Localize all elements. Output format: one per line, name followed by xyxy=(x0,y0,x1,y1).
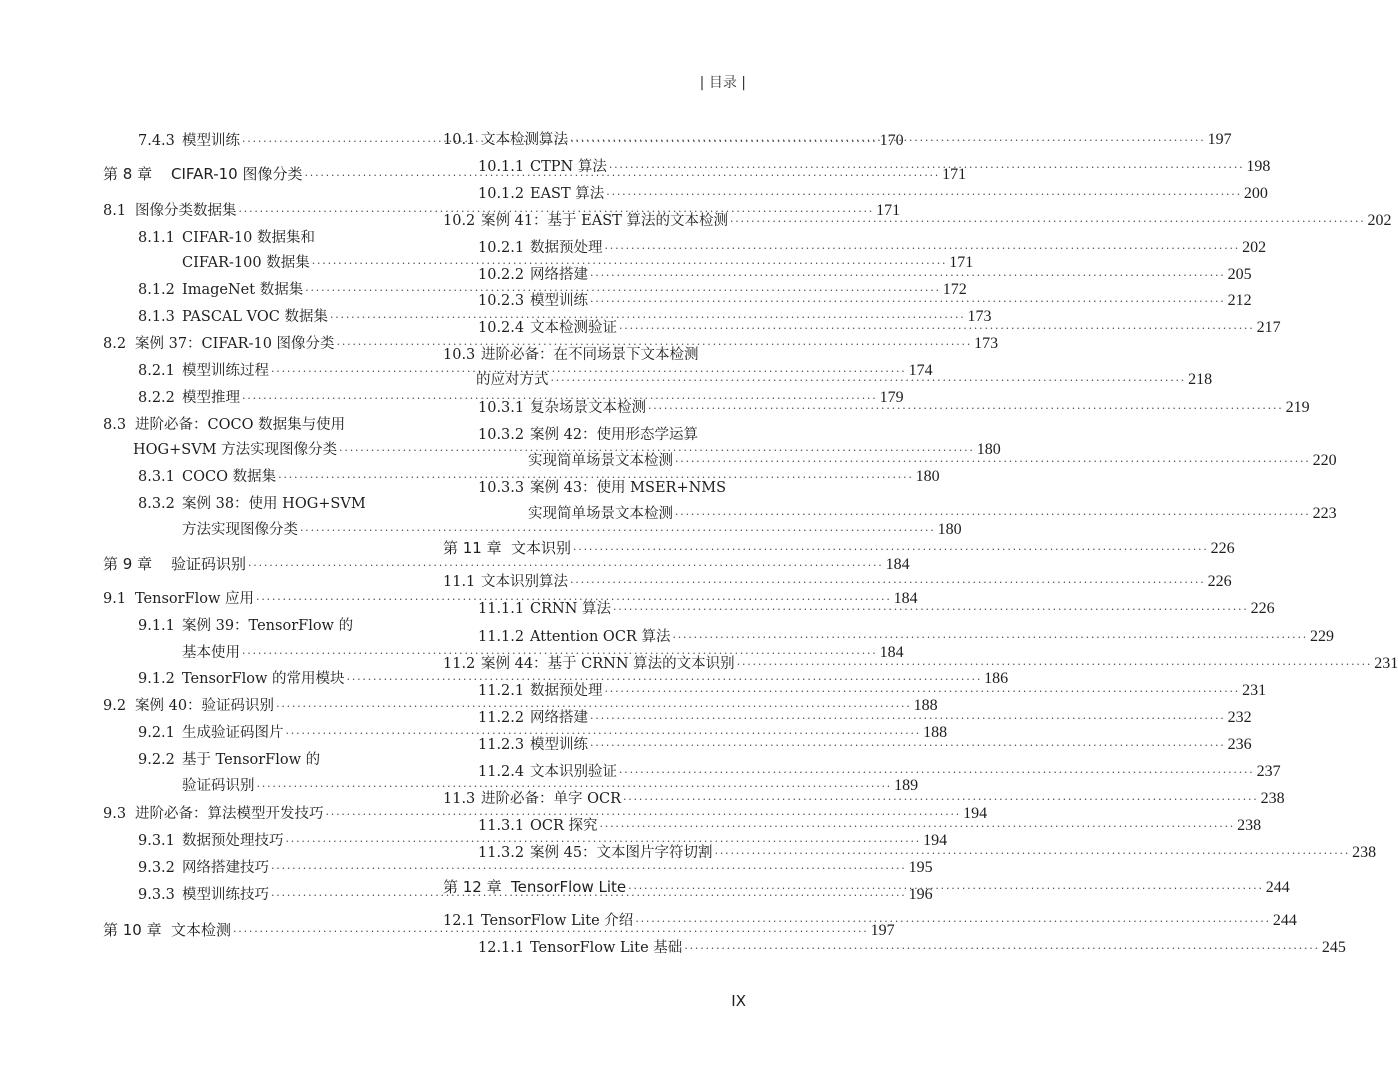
toc-entry-page: 174 xyxy=(908,362,933,379)
toc-entry-title: 复杂场景文本检测 xyxy=(530,400,646,416)
toc-subsection-entry[interactable] xyxy=(478,184,1268,204)
toc-entry-number: 第 8 章 xyxy=(103,165,153,183)
toc-entry-page: 198 xyxy=(1246,158,1271,175)
toc-entry-title: 数据预处理技巧 xyxy=(182,833,284,849)
toc-entry-title: 案例 38：使用 HOG+SVM xyxy=(182,496,366,512)
toc-entry-page: 238 xyxy=(1352,844,1377,861)
toc-entry-number: 8.2.2 xyxy=(138,390,175,406)
toc-entry-title: 案例 37：CIFAR-10 图像分类 xyxy=(135,336,335,352)
toc-entry-number: 7.4.3 xyxy=(138,133,175,149)
toc-entry-page: 173 xyxy=(974,335,999,352)
toc-entry-title: 文本检测 xyxy=(171,921,232,939)
toc-entry-number: 12.1 xyxy=(443,913,476,929)
dot-leader xyxy=(737,655,1373,675)
toc-entry-number: 11.2 xyxy=(443,656,476,672)
toc-entry-page: 245 xyxy=(1321,939,1346,956)
toc-entry-number: 11.2.2 xyxy=(478,710,525,726)
toc-entry-page: 171 xyxy=(942,166,967,183)
dot-leader xyxy=(605,682,1241,702)
toc-entry-number: 9.2.1 xyxy=(138,725,175,741)
toc-entry-page: 205 xyxy=(1227,266,1252,283)
toc-entry-page: 180 xyxy=(915,468,940,485)
page-number: IX xyxy=(731,992,746,1010)
dot-leader xyxy=(570,131,1206,151)
toc-subsection-entry[interactable] xyxy=(528,504,1337,524)
dot-leader xyxy=(619,319,1255,339)
toc-subsection-entry[interactable] xyxy=(478,318,1281,338)
toc-entry-number: 9.3.3 xyxy=(138,887,175,903)
toc-entry-title: 模型训练 xyxy=(530,737,588,753)
toc-entry-title: 图像分类数据集 xyxy=(135,203,237,219)
toc-subsection-entry[interactable] xyxy=(478,938,1346,958)
toc-subsection-entry[interactable] xyxy=(478,425,747,445)
toc-entry-number: 8.1 xyxy=(103,203,127,219)
toc-entry-page: 171 xyxy=(876,202,901,219)
toc-subsection-entry[interactable] xyxy=(478,681,1267,701)
dot-leader xyxy=(606,185,1242,205)
toc-section-entry[interactable] xyxy=(443,572,1232,592)
toc-entry-title: 进阶必备：单字 OCR xyxy=(481,791,622,807)
toc-entry-number: 10.1 xyxy=(443,132,476,148)
dot-leader xyxy=(672,628,1308,648)
toc-entry-page: 196 xyxy=(908,886,933,903)
toc-entry-page: 180 xyxy=(937,521,962,538)
toc-entry-page: 179 xyxy=(879,389,904,406)
toc-entry-page: 171 xyxy=(949,254,974,271)
toc-entry-title: 文本识别算法 xyxy=(481,574,568,590)
toc-entry-title: CTPN 算法 xyxy=(530,159,607,175)
toc-entry-title: TensorFlow Lite 介绍 xyxy=(481,913,634,929)
toc-entry-page: 220 xyxy=(1312,452,1337,469)
toc-entry-title: COCO 数据集 xyxy=(182,469,277,485)
toc-entry-title: 验证码识别 xyxy=(171,555,247,573)
dot-leader xyxy=(590,292,1226,312)
toc-entry-title: 案例 41：基于 EAST 算法的文本检测 xyxy=(481,213,728,229)
toc-entry-number: 11.3.2 xyxy=(478,845,525,861)
toc-entry-number: 11.1.1 xyxy=(478,601,525,617)
toc-entry-page: 184 xyxy=(879,644,904,661)
toc-subsection-entry[interactable] xyxy=(478,762,1281,782)
toc-entry-title: Attention OCR 算法 xyxy=(530,629,671,645)
toc-subsection-entry[interactable] xyxy=(478,291,1252,311)
dot-leader xyxy=(609,158,1245,178)
toc-entry-title: 文本检测验证 xyxy=(530,320,617,336)
toc-entry-number: 9.1.2 xyxy=(138,671,175,687)
toc-entry-page: 231 xyxy=(1242,682,1267,699)
dot-leader xyxy=(613,600,1249,620)
toc-entry-title: 数据预处理 xyxy=(530,240,603,256)
toc-entry-number: 8.1.2 xyxy=(138,282,175,298)
toc-entry-title: TensorFlow Lite 基础 xyxy=(530,940,683,956)
toc-entry-page: 172 xyxy=(942,281,967,298)
toc-entry-page: 244 xyxy=(1272,912,1297,929)
toc-entry-title: OCR 探究 xyxy=(530,818,598,834)
toc-entry-page: 184 xyxy=(893,590,918,607)
toc-entry-title: TensorFlow 的常用模块 xyxy=(182,671,345,687)
dot-leader xyxy=(623,790,1259,810)
toc-subsection-entry[interactable] xyxy=(478,398,1310,418)
toc-subsection-entry[interactable] xyxy=(478,735,1252,755)
dot-leader xyxy=(635,912,1271,932)
toc-entry-page: 226 xyxy=(1210,540,1235,557)
dot-leader xyxy=(675,452,1311,472)
toc-entry-number: 11.2.4 xyxy=(478,764,525,780)
toc-entry-title: 网络搭建 xyxy=(530,267,588,283)
toc-entry-number: 10.2 xyxy=(443,213,476,229)
toc-entry-title: 文本识别验证 xyxy=(530,764,617,780)
toc-entry-title: 案例 42：使用形态学运算 xyxy=(530,427,699,443)
toc-entry-number: 8.1.3 xyxy=(138,309,175,325)
toc-entry-title: CIFAR-10 图像分类 xyxy=(171,165,303,183)
dot-leader xyxy=(573,540,1209,560)
toc-entry-page: 189 xyxy=(894,777,919,794)
toc-entry-number: 10.1.2 xyxy=(478,186,525,202)
toc-entry-title: 模型训练技巧 xyxy=(182,887,269,903)
toc-entry-number: 9.1.1 xyxy=(138,618,175,634)
toc-entry-number: 8.2 xyxy=(103,336,127,352)
toc-subsection-entry[interactable] xyxy=(478,478,747,498)
toc-entry-title: 案例 45：文本图片字符切割 xyxy=(530,845,713,861)
toc-entry-title: CIFAR-10 数据集和 xyxy=(182,230,315,246)
toc-entry-number: 10.2.2 xyxy=(478,267,525,283)
toc-entry-page: 226 xyxy=(1207,573,1232,590)
toc-entry-title: 模型训练过程 xyxy=(182,363,269,379)
toc-entry-title: 生成验证码图片 xyxy=(182,725,284,741)
toc-entry-number: 8.3.2 xyxy=(138,496,175,512)
dot-leader xyxy=(590,709,1226,729)
toc-entry-page: 186 xyxy=(984,670,1009,687)
toc-section-entry[interactable] xyxy=(443,345,747,365)
toc-entry-number: 11.2.1 xyxy=(478,683,525,699)
toc-entry-title: 的应对方式 xyxy=(476,372,549,388)
toc-section-entry[interactable] xyxy=(443,211,1392,231)
toc-entry-page: 188 xyxy=(913,697,938,714)
toc-entry-title: CIFAR-100 数据集 xyxy=(182,255,310,271)
toc-entry-title: 实现简单场景文本检测 xyxy=(528,453,673,469)
toc-entry-title: 实现简单场景文本检测 xyxy=(528,506,673,522)
dot-leader xyxy=(551,371,1187,391)
toc-entry-number: 9.3 xyxy=(103,806,127,822)
toc-entry-number: 11.3.1 xyxy=(478,818,525,834)
toc-entry-number: 11.1.2 xyxy=(478,629,525,645)
toc-entry-page: 200 xyxy=(1243,185,1268,202)
toc-entry-title: 进阶必备：COCO 数据集与使用 xyxy=(135,417,346,433)
toc-entry-number: 9.2.2 xyxy=(138,752,175,768)
dot-leader xyxy=(590,736,1226,756)
dot-leader xyxy=(605,239,1241,259)
toc-subsection-entry[interactable] xyxy=(478,238,1267,258)
toc-entry-number: 10.2.1 xyxy=(478,240,525,256)
toc-entry-page: 170 xyxy=(879,132,904,149)
toc-entry-number: 9.3.1 xyxy=(138,833,175,849)
toc-entry-page: 197 xyxy=(870,922,895,939)
toc-entry-title: HOG+SVM 方法实现图像分类 xyxy=(133,442,338,458)
toc-entry-number: 9.3.2 xyxy=(138,860,175,876)
toc-entry-title: 案例 39：TensorFlow 的 xyxy=(182,618,354,634)
toc-subsection-entry[interactable] xyxy=(478,708,1252,728)
dot-leader xyxy=(619,763,1255,783)
toc-entry-number: 10.3.3 xyxy=(478,480,525,496)
toc-entry-title: 文本识别 xyxy=(511,539,572,557)
toc-entry-page: 223 xyxy=(1312,505,1337,522)
toc-entry-number: 第 10 章 xyxy=(103,921,162,939)
toc-entry-title: ImageNet 数据集 xyxy=(182,282,304,298)
toc-entry-title: 基本使用 xyxy=(182,645,240,661)
toc-entry-title: TensorFlow Lite xyxy=(511,878,627,896)
toc-entry-page: 232 xyxy=(1227,709,1252,726)
running-header: | 目录 | xyxy=(699,75,746,91)
toc-entry-page: 194 xyxy=(963,805,988,822)
dot-leader xyxy=(600,817,1236,837)
dot-leader xyxy=(684,939,1320,959)
toc-entry-number: 9.1 xyxy=(103,591,127,607)
toc-entry-title: 网络搭建技巧 xyxy=(182,860,269,876)
toc-subsection-entry[interactable] xyxy=(478,599,1275,619)
toc-entry-page: 229 xyxy=(1310,628,1335,645)
toc-entry-title: 进阶必备：算法模型开发技巧 xyxy=(135,806,324,822)
toc-entry-title: 模型训练 xyxy=(530,293,588,309)
toc-entry-number: 9.2 xyxy=(103,698,127,714)
toc-entry-number: 第 11 章 xyxy=(443,539,502,557)
dot-leader xyxy=(730,212,1366,232)
toc-entry-page: 173 xyxy=(967,308,992,325)
toc-entry-page: 202 xyxy=(1367,212,1392,229)
toc-entry-title: 模型训练 xyxy=(182,133,240,149)
toc-subsection-entry[interactable] xyxy=(478,627,1335,647)
toc-entry-page: 194 xyxy=(923,832,948,849)
toc-entry-number: 11.1 xyxy=(443,574,476,590)
toc-entry-number: 第 9 章 xyxy=(103,555,153,573)
toc-subsection-entry[interactable] xyxy=(478,816,1262,836)
toc-entry-number: 10.3.1 xyxy=(478,400,525,416)
toc-chapter-entry[interactable] xyxy=(443,538,1235,558)
toc-entry-number: 10.1.1 xyxy=(478,159,525,175)
toc-entry-page: 184 xyxy=(885,556,910,573)
toc-entry-title: 基于 TensorFlow 的 xyxy=(182,752,321,768)
toc-entry-page: 180 xyxy=(976,441,1001,458)
toc-section-entry[interactable] xyxy=(443,654,1398,674)
toc-section-entry[interactable] xyxy=(443,789,1285,809)
dot-leader xyxy=(628,879,1264,899)
toc-entry-number: 12.1.1 xyxy=(478,940,525,956)
toc-entry-page: 197 xyxy=(1207,131,1232,148)
toc-entry-title: 网络搭建 xyxy=(530,710,588,726)
toc-entry-number: 11.2.3 xyxy=(478,737,525,753)
toc-entry-number: 10.3 xyxy=(443,347,476,363)
toc-entry-title: CRNN 算法 xyxy=(530,601,611,617)
toc-entry-number: 10.2.4 xyxy=(478,320,525,336)
toc-entry-title: 方法实现图像分类 xyxy=(182,522,298,538)
toc-entry-title: 文本检测算法 xyxy=(481,132,568,148)
toc-entry-page: 231 xyxy=(1374,655,1398,672)
toc-entry-number: 8.1.1 xyxy=(138,230,175,246)
toc-entry-number: 8.3.1 xyxy=(138,469,175,485)
toc-entry-title: 模型推理 xyxy=(182,390,240,406)
toc-entry-page: 188 xyxy=(923,724,948,741)
toc-entry-page: 217 xyxy=(1256,319,1281,336)
dot-leader xyxy=(675,505,1311,525)
toc-entry-title: 验证码识别 xyxy=(182,778,255,794)
toc-entry-number: 8.3 xyxy=(103,417,127,433)
toc-entry-title: 数据预处理 xyxy=(530,683,603,699)
toc-entry-page: 238 xyxy=(1237,817,1262,834)
toc-entry-title: 案例 44：基于 CRNN 算法的文本识别 xyxy=(481,656,735,672)
toc-entry-title: PASCAL VOC 数据集 xyxy=(182,309,328,325)
dot-leader xyxy=(648,399,1284,419)
toc-entry-number: 10.2.3 xyxy=(478,293,525,309)
toc-entry-title: TensorFlow 应用 xyxy=(135,591,255,607)
toc-entry-number: 10.3.2 xyxy=(478,427,525,443)
toc-entry-page: 238 xyxy=(1260,790,1285,807)
toc-entry-number: 8.2.1 xyxy=(138,363,175,379)
toc-entry-page: 219 xyxy=(1285,399,1310,416)
toc-entry-number: 第 12 章 xyxy=(443,878,502,896)
dot-leader xyxy=(715,844,1351,864)
toc-entry-page: 212 xyxy=(1227,292,1252,309)
toc-entry-title: 进阶必备：在不同场景下文本检测 xyxy=(481,347,699,363)
dot-leader xyxy=(590,266,1226,286)
toc-entry-page: 236 xyxy=(1227,736,1252,753)
toc-entry-page: 226 xyxy=(1250,600,1275,617)
toc-entry-number: 11.3 xyxy=(443,791,476,807)
toc-entry-title: 案例 40：验证码识别 xyxy=(135,698,275,714)
toc-entry-title: 案例 43：使用 MSER+NMS xyxy=(530,480,727,496)
toc-subsection-entry[interactable] xyxy=(478,843,1377,863)
toc-subsection-entry[interactable] xyxy=(478,265,1252,285)
toc-entry-page: 202 xyxy=(1242,239,1267,256)
toc-entry-title: EAST 算法 xyxy=(530,186,605,202)
toc-subsection-entry[interactable] xyxy=(528,451,1337,471)
toc-entry-page: 218 xyxy=(1188,371,1213,388)
dot-leader xyxy=(570,573,1206,593)
toc-entry-page: 244 xyxy=(1265,879,1290,896)
toc-entry-page: 195 xyxy=(908,859,933,876)
toc-entry-page: 237 xyxy=(1256,763,1281,780)
